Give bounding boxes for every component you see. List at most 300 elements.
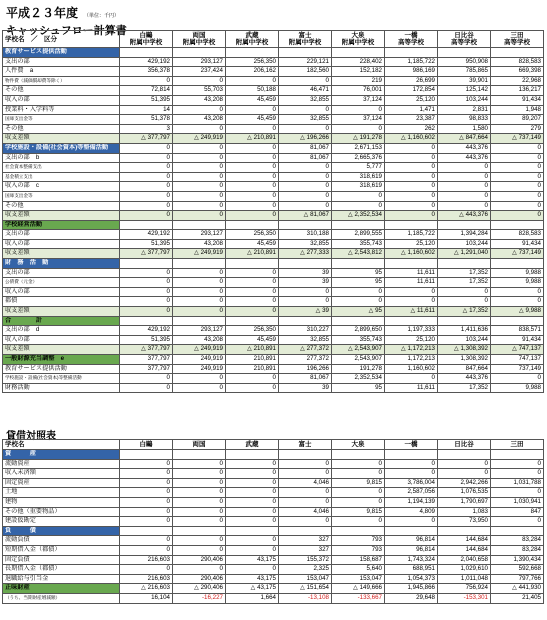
value-cell: 25,120 xyxy=(385,95,438,105)
value-cell: 0 xyxy=(173,488,226,498)
value-cell: 0 xyxy=(491,469,544,479)
value-cell: 0 xyxy=(279,517,332,527)
value-cell: 0 xyxy=(173,507,226,517)
value-cell: 0 xyxy=(279,191,332,201)
value-cell: 103,244 xyxy=(438,95,491,105)
value-cell: 91,434 xyxy=(491,239,544,249)
value-cell xyxy=(332,450,385,460)
school-name: 富士 xyxy=(298,441,312,448)
value-cell: 182,560 xyxy=(279,67,332,77)
row-label: （うち、当期財産増減額） xyxy=(3,593,120,603)
value-cell: 0 xyxy=(438,297,491,307)
value-cell: △ 196,266 xyxy=(279,134,332,144)
value-cell: 210,891 xyxy=(226,364,279,374)
value-cell: 73,950 xyxy=(438,517,491,527)
table-row xyxy=(3,593,544,603)
balance-sheet-table xyxy=(2,439,544,604)
value-cell: △ 151,654 xyxy=(279,584,332,594)
value-cell: -133,667 xyxy=(332,593,385,603)
value-cell: △ 847,664 xyxy=(438,134,491,144)
value-cell xyxy=(120,316,173,326)
table-row xyxy=(3,355,544,365)
value-cell: 0 xyxy=(385,172,438,182)
school-type: 附属中学校 xyxy=(235,39,269,46)
school-name: 一橋 xyxy=(404,441,418,448)
value-cell: 2,543,907 xyxy=(332,355,385,365)
value-cell: 51,378 xyxy=(120,115,173,125)
value-cell xyxy=(173,48,226,58)
school-column-header xyxy=(438,31,491,48)
value-cell: 0 xyxy=(438,172,491,182)
school-type: 附属中学校 xyxy=(182,39,216,46)
value-cell: 429,192 xyxy=(120,326,173,336)
value-cell: 0 xyxy=(332,124,385,134)
value-cell: 0 xyxy=(226,268,279,278)
value-cell: 81,067 xyxy=(279,374,332,384)
row-label: 財 務 活 動 xyxy=(3,259,120,269)
value-cell: 0 xyxy=(279,459,332,469)
value-cell: 0 xyxy=(226,383,279,393)
value-cell xyxy=(491,316,544,326)
value-cell: 43,175 xyxy=(226,555,279,565)
value-cell: 0 xyxy=(385,459,438,469)
value-cell: 0 xyxy=(226,191,279,201)
value-cell: △ 17,352 xyxy=(438,307,491,317)
value-cell: 0 xyxy=(173,517,226,527)
value-cell: 1,185,722 xyxy=(385,230,438,240)
value-cell: △ 249,919 xyxy=(173,134,226,144)
value-cell xyxy=(120,259,173,269)
table-row xyxy=(3,163,544,173)
value-cell: 144,684 xyxy=(438,545,491,555)
value-cell: 0 xyxy=(438,469,491,479)
school-name: 三田 xyxy=(510,32,524,39)
value-cell: 91,434 xyxy=(491,335,544,345)
value-cell: 2,899,650 xyxy=(332,326,385,336)
value-cell: 72,814 xyxy=(120,86,173,96)
school-type: 附属中学校 xyxy=(288,39,322,46)
value-cell: 0 xyxy=(173,153,226,163)
value-cell: 0 xyxy=(120,478,173,488)
school-type: 附属中学校 xyxy=(341,39,375,46)
row-label: 都債 xyxy=(3,297,120,307)
value-cell: 293,127 xyxy=(173,57,226,67)
value-cell xyxy=(279,220,332,230)
value-cell: 0 xyxy=(173,565,226,575)
school-column-header xyxy=(385,31,438,48)
value-cell: 0 xyxy=(120,469,173,479)
value-cell: 23,387 xyxy=(385,115,438,125)
value-cell: 5,640 xyxy=(332,565,385,575)
value-cell: △ 443,376 xyxy=(438,211,491,221)
value-cell: △ 43,175 xyxy=(226,584,279,594)
value-cell: 22,968 xyxy=(491,76,544,86)
table-row xyxy=(3,287,544,297)
table-row xyxy=(3,143,544,153)
school-name: 白鷗 xyxy=(139,441,153,448)
balance-sheet-title: 貸借対照表 xyxy=(6,431,56,442)
value-cell: 2,671,153 xyxy=(332,143,385,153)
value-cell: 2,899,555 xyxy=(332,230,385,240)
value-cell: 0 xyxy=(173,143,226,153)
value-cell: 98,833 xyxy=(438,115,491,125)
school-name: 一橋 xyxy=(404,32,418,39)
school-name: 日比谷 xyxy=(454,441,474,448)
row-label: 収支差額 xyxy=(3,134,120,144)
value-cell xyxy=(491,526,544,536)
value-cell: 1,580 xyxy=(438,124,491,134)
table-row xyxy=(3,57,544,67)
school-column-header xyxy=(120,31,173,48)
table-row xyxy=(3,259,544,269)
header-label: 学校名 xyxy=(3,440,120,450)
header-row xyxy=(3,31,544,48)
school-column-header xyxy=(332,440,385,450)
value-cell: 0 xyxy=(120,182,173,192)
school-name: 武蔵 xyxy=(245,441,259,448)
value-cell: 11,611 xyxy=(385,278,438,288)
row-label: 建物 xyxy=(3,497,120,507)
value-cell: 0 xyxy=(120,545,173,555)
value-cell: 0 xyxy=(279,172,332,182)
value-cell: 1,185,722 xyxy=(385,57,438,67)
value-cell: 51,395 xyxy=(120,95,173,105)
value-cell: 96,814 xyxy=(385,536,438,546)
value-cell: -16,227 xyxy=(173,593,226,603)
value-cell: 838,571 xyxy=(491,326,544,336)
value-cell: 153,047 xyxy=(279,574,332,584)
value-cell: 277,372 xyxy=(279,355,332,365)
value-cell: 25,120 xyxy=(385,335,438,345)
value-cell xyxy=(173,220,226,230)
value-cell: 0 xyxy=(120,163,173,173)
value-cell: 0 xyxy=(279,287,332,297)
value-cell: 55,703 xyxy=(173,86,226,96)
table-row xyxy=(3,383,544,393)
value-cell: 17,352 xyxy=(438,268,491,278)
value-cell: -13,108 xyxy=(279,593,332,603)
value-cell: 0 xyxy=(385,201,438,211)
value-cell: 43,208 xyxy=(173,335,226,345)
row-label: 学校施設・設備(社会資本)等整備活動 xyxy=(3,143,120,153)
value-cell: 0 xyxy=(332,201,385,211)
school-name: 大泉 xyxy=(351,32,365,39)
value-cell: 2,352,534 xyxy=(332,374,385,384)
value-cell: 0 xyxy=(279,124,332,134)
value-cell: 0 xyxy=(491,459,544,469)
value-cell: 0 xyxy=(491,172,544,182)
school-column-header xyxy=(120,440,173,450)
value-cell: 0 xyxy=(226,374,279,384)
row-label: 短期借入金（都債） xyxy=(3,545,120,555)
value-cell xyxy=(438,316,491,326)
value-cell: 83,284 xyxy=(491,536,544,546)
value-cell: 229,121 xyxy=(279,57,332,67)
value-cell: 0 xyxy=(226,459,279,469)
value-cell: 0 xyxy=(173,163,226,173)
value-cell: 46,471 xyxy=(279,86,332,96)
value-cell: 0 xyxy=(173,182,226,192)
fiscal-year-title: 平成２３年度 xyxy=(6,6,79,20)
value-cell: 0 xyxy=(173,278,226,288)
school-name: 両国 xyxy=(192,441,206,448)
row-label: 支出の部 b xyxy=(3,153,120,163)
value-cell xyxy=(385,450,438,460)
value-cell: 1,945,866 xyxy=(385,584,438,594)
value-cell: 0 xyxy=(226,143,279,153)
table-row xyxy=(3,584,544,594)
value-cell: 0 xyxy=(120,536,173,546)
row-label: その他 xyxy=(3,201,120,211)
value-cell: 737,149 xyxy=(491,364,544,374)
value-cell: △ 277,372 xyxy=(279,345,332,355)
value-cell: 0 xyxy=(173,297,226,307)
value-cell: 0 xyxy=(120,278,173,288)
value-cell xyxy=(279,526,332,536)
value-cell: 0 xyxy=(120,374,173,384)
value-cell: 785,865 xyxy=(438,67,491,77)
row-label: その他（重要物品） xyxy=(3,507,120,517)
school-column-header xyxy=(173,440,226,450)
table-row xyxy=(3,153,544,163)
value-cell: 0 xyxy=(173,497,226,507)
value-cell xyxy=(120,48,173,58)
table-row xyxy=(3,191,544,201)
value-cell: △ 81,067 xyxy=(279,211,332,221)
value-cell: 9,988 xyxy=(491,268,544,278)
value-cell xyxy=(120,450,173,460)
school-column-header xyxy=(332,31,385,48)
value-cell: 0 xyxy=(491,287,544,297)
value-cell: 2,587,056 xyxy=(385,488,438,498)
school-type: 高等学校 xyxy=(451,39,477,46)
value-cell: 0 xyxy=(120,268,173,278)
school-column-header xyxy=(491,31,544,48)
value-cell: 1,031,788 xyxy=(491,478,544,488)
value-cell: 237,424 xyxy=(173,67,226,77)
value-cell: 950,908 xyxy=(438,57,491,67)
value-cell: 9,988 xyxy=(491,383,544,393)
value-cell: 2,942,266 xyxy=(438,478,491,488)
value-cell xyxy=(385,316,438,326)
value-cell: 1,308,392 xyxy=(438,355,491,365)
value-cell: 0 xyxy=(226,201,279,211)
row-label: 社会資本整備支出 xyxy=(3,163,120,173)
table-row xyxy=(3,239,544,249)
value-cell: 0 xyxy=(120,497,173,507)
value-cell: △ 1,291,040 xyxy=(438,249,491,259)
value-cell xyxy=(173,526,226,536)
value-cell: 1,160,602 xyxy=(385,364,438,374)
value-cell: 0 xyxy=(279,297,332,307)
value-cell: 0 xyxy=(438,287,491,297)
value-cell: 29,648 xyxy=(385,593,438,603)
value-cell: 318,619 xyxy=(332,182,385,192)
value-cell: 1,030,941 xyxy=(491,497,544,507)
value-cell: △ 2,543,907 xyxy=(332,345,385,355)
value-cell: 11,611 xyxy=(385,383,438,393)
value-cell: 0 xyxy=(120,153,173,163)
value-cell: 21,405 xyxy=(491,593,544,603)
value-cell: 0 xyxy=(120,172,173,182)
value-cell: 0 xyxy=(491,297,544,307)
value-cell: 1,790,697 xyxy=(438,497,491,507)
school-column-header xyxy=(385,440,438,450)
value-cell: 0 xyxy=(226,211,279,221)
value-cell: 0 xyxy=(491,517,544,527)
value-cell: 45,459 xyxy=(226,335,279,345)
value-cell: 0 xyxy=(173,478,226,488)
value-cell: 95 xyxy=(332,278,385,288)
row-label: 収入未済額 xyxy=(3,469,120,479)
value-cell: 1,011,048 xyxy=(438,574,491,584)
value-cell: △ 377,797 xyxy=(120,134,173,144)
value-cell: 125,142 xyxy=(438,86,491,96)
value-cell: 279 xyxy=(491,124,544,134)
row-label: その他 xyxy=(3,124,120,134)
value-cell: 0 xyxy=(438,201,491,211)
value-cell: 0 xyxy=(226,536,279,546)
table-row xyxy=(3,249,544,259)
row-label: 固定負債 xyxy=(3,555,120,565)
table-row xyxy=(3,497,544,507)
value-cell: 0 xyxy=(385,153,438,163)
value-cell: △ 1,308,392 xyxy=(438,345,491,355)
value-cell xyxy=(332,220,385,230)
value-cell: 9,988 xyxy=(491,278,544,288)
value-cell xyxy=(438,220,491,230)
value-cell: 0 xyxy=(385,297,438,307)
value-cell: 0 xyxy=(173,105,226,115)
row-label: 流動資産 xyxy=(3,459,120,469)
value-cell: 0 xyxy=(332,469,385,479)
value-cell: 51,395 xyxy=(120,335,173,345)
value-cell: 1,197,333 xyxy=(385,326,438,336)
table-row xyxy=(3,268,544,278)
table-row xyxy=(3,182,544,192)
value-cell: 0 xyxy=(279,201,332,211)
table-row xyxy=(3,536,544,546)
school-name: 三田 xyxy=(510,441,524,448)
row-label: 収入の部 xyxy=(3,287,120,297)
value-cell: △ 249,919 xyxy=(173,345,226,355)
value-cell: 0 xyxy=(173,459,226,469)
value-cell: 206,162 xyxy=(226,67,279,77)
value-cell: 0 xyxy=(226,163,279,173)
table-row xyxy=(3,86,544,96)
value-cell: 0 xyxy=(438,163,491,173)
school-column-header xyxy=(491,440,544,450)
value-cell: 828,583 xyxy=(491,230,544,240)
value-cell: 0 xyxy=(279,163,332,173)
school-type: 附属中学校 xyxy=(129,39,163,46)
value-cell: 191,278 xyxy=(332,364,385,374)
value-cell xyxy=(332,526,385,536)
table-row xyxy=(3,297,544,307)
value-cell: 43,208 xyxy=(173,115,226,125)
table-row xyxy=(3,507,544,517)
value-cell: 0 xyxy=(491,153,544,163)
value-cell: 0 xyxy=(120,201,173,211)
value-cell: 89,207 xyxy=(491,115,544,125)
value-cell: 16,104 xyxy=(120,593,173,603)
value-cell: 262 xyxy=(385,124,438,134)
table-row xyxy=(3,555,544,565)
value-cell: 152,182 xyxy=(332,67,385,77)
value-cell: 0 xyxy=(120,307,173,317)
row-label: 支出の部 xyxy=(3,230,120,240)
school-name: 武蔵 xyxy=(245,32,259,39)
value-cell: 216,603 xyxy=(120,574,173,584)
value-cell: 32,855 xyxy=(279,239,332,249)
value-cell: 0 xyxy=(226,278,279,288)
value-cell: 0 xyxy=(385,163,438,173)
value-cell: 443,376 xyxy=(438,153,491,163)
value-cell: 32,855 xyxy=(279,95,332,105)
row-label: 収入の部 c xyxy=(3,182,120,192)
value-cell: 747,137 xyxy=(491,355,544,365)
row-label: 支出の部 xyxy=(3,268,120,278)
row-label: 授業料・入学料等 xyxy=(3,105,120,115)
value-cell: 51,395 xyxy=(120,239,173,249)
value-cell: △ 377,797 xyxy=(120,249,173,259)
value-cell: 144,684 xyxy=(438,536,491,546)
value-cell: △ 210,891 xyxy=(226,249,279,259)
value-cell xyxy=(279,48,332,58)
value-cell: 0 xyxy=(120,517,173,527)
value-cell: 76,001 xyxy=(332,86,385,96)
row-label: 一般財源充当調整 e xyxy=(3,355,120,365)
value-cell: 0 xyxy=(226,507,279,517)
value-cell: 0 xyxy=(438,182,491,192)
value-cell xyxy=(438,48,491,58)
value-cell xyxy=(491,220,544,230)
table-row xyxy=(3,469,544,479)
value-cell: 39,901 xyxy=(438,76,491,86)
table-row xyxy=(3,105,544,115)
table-row xyxy=(3,450,544,460)
value-cell xyxy=(491,48,544,58)
value-cell: 847 xyxy=(491,507,544,517)
value-cell: 0 xyxy=(173,536,226,546)
table-row xyxy=(3,115,544,125)
value-cell: 1,664 xyxy=(226,593,279,603)
table-row xyxy=(3,326,544,336)
value-cell: 0 xyxy=(279,488,332,498)
value-cell: △ 95 xyxy=(332,307,385,317)
table-row xyxy=(3,565,544,575)
value-cell: 0 xyxy=(226,469,279,479)
row-label: 財務活動 xyxy=(3,383,120,393)
row-label: 収支差額 xyxy=(3,307,120,317)
value-cell xyxy=(173,316,226,326)
value-cell xyxy=(120,220,173,230)
value-cell: 95 xyxy=(332,268,385,278)
value-cell xyxy=(385,220,438,230)
value-cell xyxy=(332,259,385,269)
school-type: 高等学校 xyxy=(504,39,530,46)
value-cell xyxy=(226,220,279,230)
value-cell: 847,664 xyxy=(438,364,491,374)
value-cell: 0 xyxy=(226,105,279,115)
value-cell: 0 xyxy=(173,374,226,384)
value-cell: 0 xyxy=(332,497,385,507)
value-cell: 26,699 xyxy=(385,76,438,86)
value-cell: 9,815 xyxy=(332,478,385,488)
value-cell: 172,854 xyxy=(385,86,438,96)
value-cell: 2,831 xyxy=(438,105,491,115)
table-row xyxy=(3,211,544,221)
